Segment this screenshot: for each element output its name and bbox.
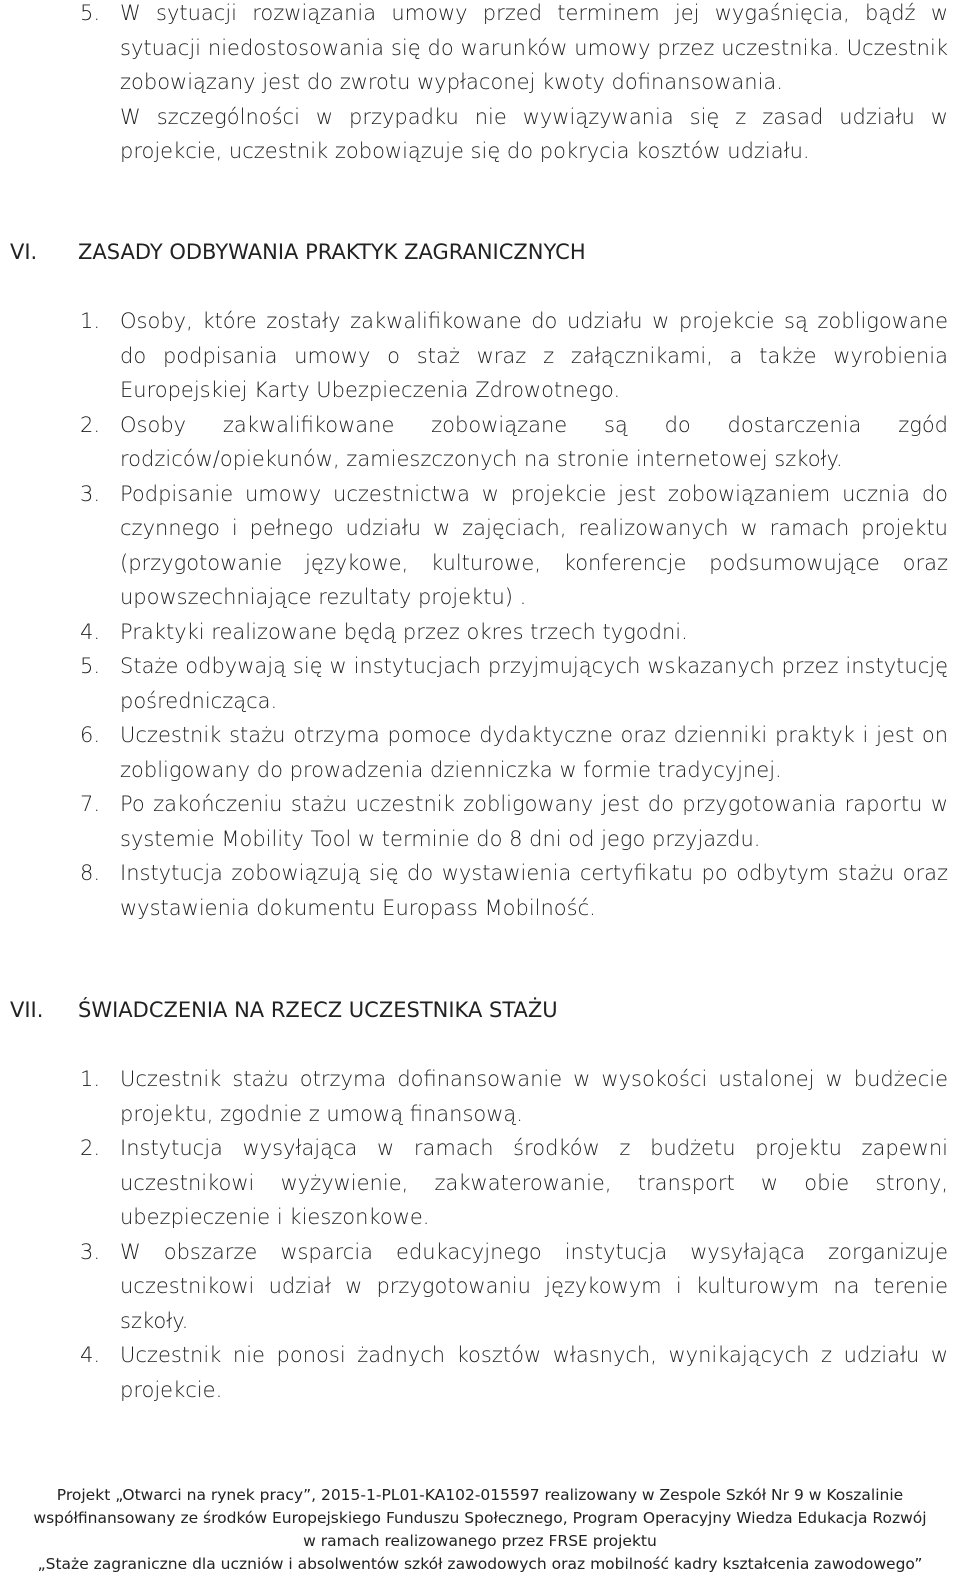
item-number: 8.: [80, 861, 101, 885]
item-text: Podpisanie umowy uczestnictwa w projekcie jest zobowiązaniem ucznia do czynnego i pełnego udziału w zajęciach, realizowanych w ramach projektu (przygotowanie językowe, kulturowe, konferencje podsumowujące oraz upowszechniające rezultaty projektu) .: [120, 481, 948, 609]
footer-line: współfinansowany ze środków Europejskiego Funduszu Społecznego, Program Operacyjny Wiedza Edukacja Rozwój: [33, 1509, 927, 1527]
item-text: Po zakończeniu stażu uczestnik zobligowany jest do przygotowania raportu w systemie Mobility Tool w terminie do 8 dni od jego przyjazdu.: [120, 792, 948, 851]
section-vii-list: [0, 1062, 960, 1407]
item-text: Uczestnik stażu otrzyma pomoce dydaktyczne oraz dzienniki praktyk i jest on zobligowany do prowadzenia dzienniczka w formie tradycyjnej.: [120, 723, 948, 782]
item-number: 6.: [80, 723, 101, 747]
section-number: VII.: [10, 998, 44, 1022]
item-number: 5.: [80, 1, 101, 25]
item-text: Instytucja zobowiązują się do wystawienia certyfikatu po odbytym stażu oraz wystawienia dokumentu Europass Mobilność.: [120, 861, 948, 920]
item-text: Osoby zakwalifikowane zobowiązane są do dostarczenia zgód rodziców/opiekunów, zamieszczonych na stronie internetowej szkoły.: [120, 412, 948, 471]
item-number: 2.: [80, 412, 101, 437]
item-number: 2.: [80, 1136, 101, 1160]
list-item: [0, 1338, 960, 1407]
list-item: [0, 615, 960, 650]
item-number: 4.: [80, 619, 101, 644]
page-footer: [0, 1484, 960, 1576]
list-item: [0, 787, 960, 856]
section-heading-vii: [0, 995, 558, 1025]
section-heading-vi: [0, 237, 586, 267]
item-text: W sytuacji rozwiązania umowy przed terminem jej wygaśnięcia, bądź w sytuacji niedostosowania się do warunków umowy przez uczestnika. Uczestnik zobowiązany jest do zwrotu wypłaconej kwoty dofinansowania.: [120, 1, 948, 94]
item-number: [0, 100, 120, 169]
list-item: [0, 649, 960, 718]
footer-line: Projekt „Otwarci na rynek pracy”, 2015-1-PL01-KA102-015597 realizowany w Zespole Szkół Nr 9 w Koszalinie: [56, 1486, 904, 1504]
footer-line: w ramach realizowanego przez FRSE projektu: [303, 1532, 657, 1550]
top-list: [0, 0, 960, 169]
section-title: ZASADY ODBYWANIA PRAKTYK ZAGRANICZNYCH: [78, 240, 586, 264]
item-number: 3.: [80, 1239, 101, 1264]
item-text: Praktyki realizowane będą przez okres trzech tygodni.: [120, 619, 688, 644]
list-item: [0, 304, 960, 408]
list-item: [0, 718, 960, 787]
section-title: ŚWIADCZENIA NA RZECZ UCZESTNIKA STAŻU: [78, 998, 558, 1022]
list-item: [0, 477, 960, 615]
item-number: 7.: [80, 792, 101, 816]
list-item: [0, 1131, 960, 1235]
item-number: 4.: [80, 1343, 101, 1367]
list-item: [0, 408, 960, 477]
item-number: 1.: [80, 1067, 101, 1091]
item-text: W obszarze wsparcia edukacyjnego instytucja wysyłająca zorganizuje uczestnikowi udział w przygotowaniu językowym i kulturowym na terenie szkoły.: [120, 1239, 948, 1333]
list-item: [0, 1062, 960, 1131]
item-text: Osoby, które zostały zakwalifikowane do udziału w projekcie są zobligowane do podpisania umowy o staż wraz z załącznikami, a także wyrobienia Europejskiej Karty Ubezpieczenia Zdrowotnego.: [120, 309, 948, 402]
section-number: VI.: [10, 240, 38, 264]
item-number: 5.: [80, 654, 101, 678]
item-number: 1.: [80, 309, 101, 333]
list-item: [0, 1235, 960, 1339]
item-text: Uczestnik stażu otrzyma dofinansowanie w wysokości ustalonej w budżecie projektu, zgodnie z umową finansową.: [120, 1067, 948, 1126]
item-text: Staże odbywają się w instytucjach przyjmujących wskazanych przez instytucję pośrednicząca.: [120, 654, 948, 713]
item-number: 3.: [80, 481, 101, 506]
item-text: Uczestnik nie ponosi żadnych kosztów własnych, wynikających z udziału w projekcie.: [120, 1343, 948, 1402]
item-text: W szczególności w przypadku nie wywiązywania się z zasad udziału w projekcie, uczestnik zobowiązuje się do pokrycia kosztów udziału.: [120, 104, 948, 163]
list-item: [0, 0, 960, 100]
footer-line: „Staże zagraniczne dla uczniów i absolwentów szkół zawodowych oraz mobilność kadry kształcenia zawodowego”: [37, 1555, 923, 1573]
list-item: [0, 100, 960, 169]
item-text: Instytucja wysyłająca w ramach środków z budżetu projektu zapewni uczestnikowi wyżywienie, zakwaterowanie, transport w obie strony, ubezpieczenie i kieszonkowe.: [120, 1136, 948, 1229]
list-item: [0, 856, 960, 925]
section-vi-list: [0, 304, 960, 925]
